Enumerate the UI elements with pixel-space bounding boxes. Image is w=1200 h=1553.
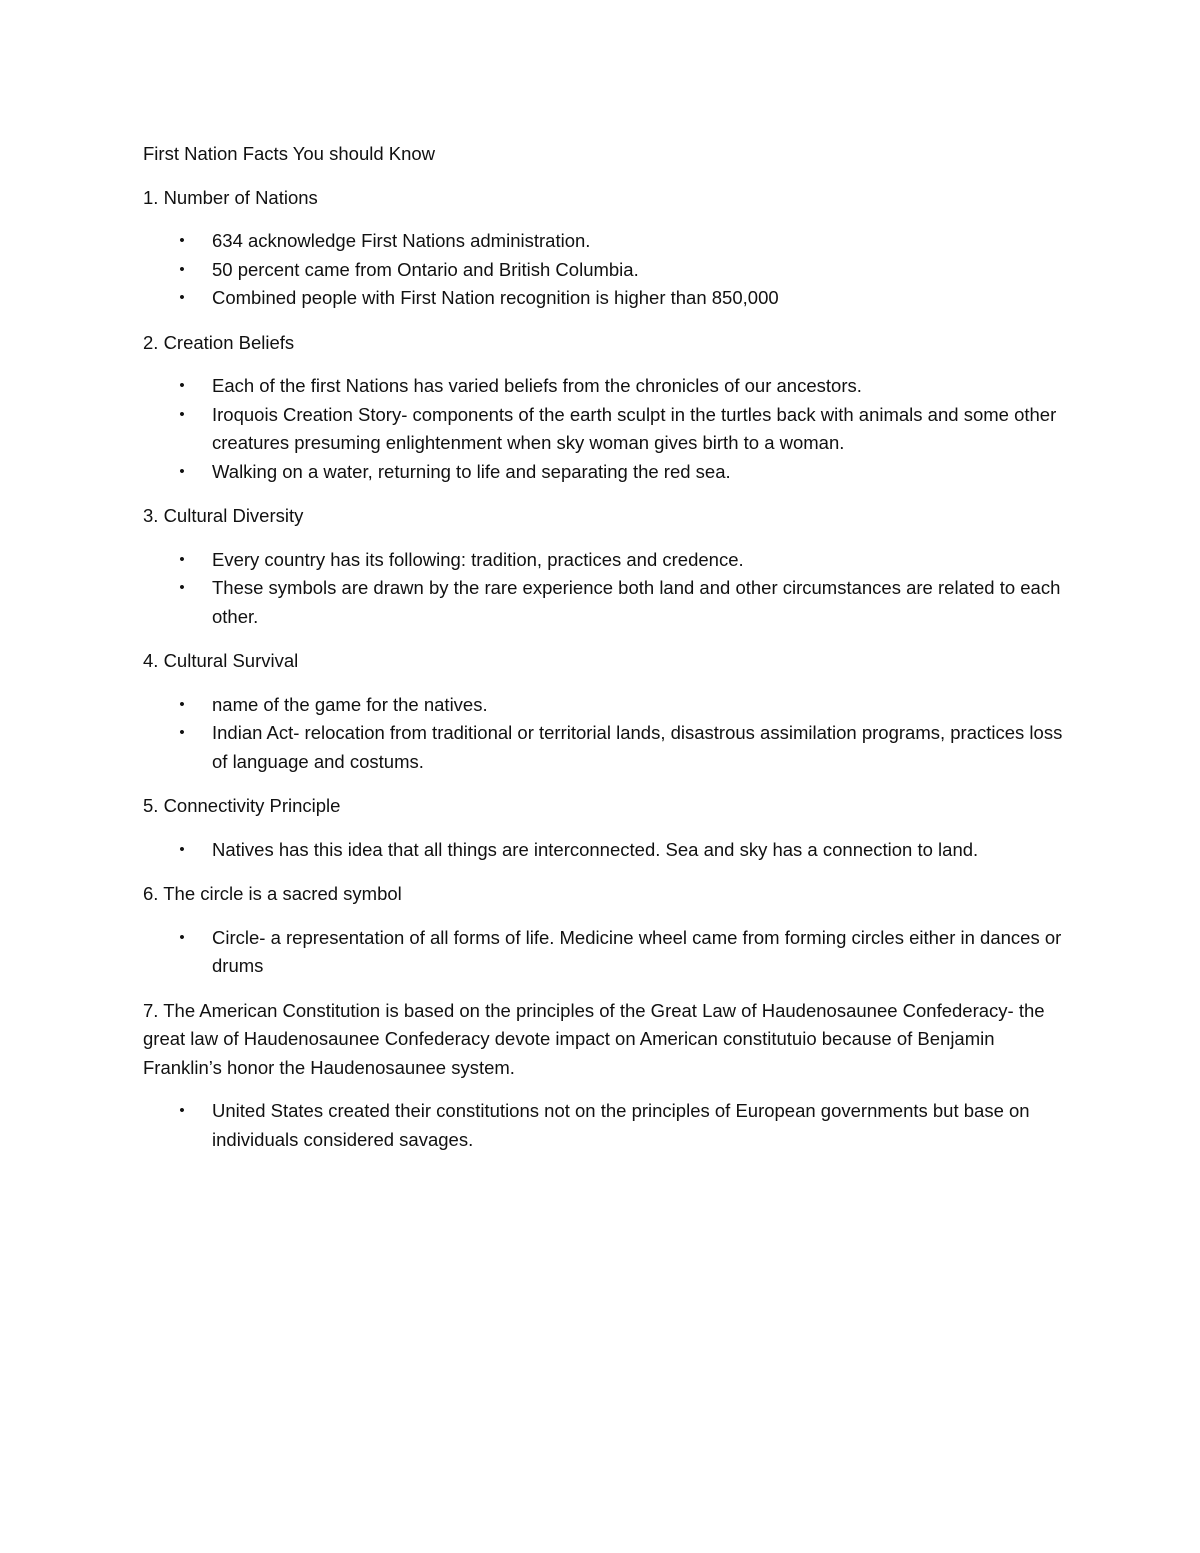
bullet-icon: • (179, 260, 185, 278)
list-item (143, 719, 1063, 776)
bullet-icon: • (179, 550, 185, 568)
list-item-text: Walking on a water, returning to life and separating the red sea. (212, 460, 731, 482)
bullet-icon: • (179, 462, 185, 480)
section-list-american-constitution (143, 1097, 1063, 1154)
list-item-text: Circle- a representation of all forms of life. Medicine wheel came from forming circles either in dances or drums (212, 926, 1062, 976)
list-item (143, 574, 1063, 631)
document-body (143, 140, 1063, 1170)
list-item-text: Each of the first Nations has varied beliefs from the chronicles of our ancestors. (212, 375, 862, 396)
list-item-text: Iroquois Creation Story- components of the earth sculpt in the turtles back with animals and some other creatures presuming enlightenment when sky woman gives birth to a woman. (212, 403, 1057, 453)
section-heading-connectivity-principle: 5. Connectivity Principle (143, 795, 341, 816)
section-heading-cultural-survival: 4. Cultural Survival (143, 650, 299, 671)
list-item-text: Combined people with First Nation recognition is higher than 850,000 (212, 287, 779, 308)
section-list-number-of-nations (143, 227, 1063, 313)
list-item (143, 1097, 1063, 1154)
section-list-connectivity-principle (143, 836, 1063, 865)
bullet-icon: • (179, 695, 185, 713)
section-list-creation-beliefs (143, 372, 1063, 486)
list-item (143, 401, 1063, 458)
list-item-text: 50 percent came from Ontario and British Columbia. (212, 258, 639, 280)
section-heading-cultural-diversity: 3. Cultural Diversity (143, 505, 304, 526)
list-item (143, 924, 1063, 981)
section-list-sacred-circle (143, 924, 1063, 981)
bullet-icon: • (179, 377, 185, 394)
list-item-text: 634 acknowledge First Nations administration. (212, 230, 591, 251)
bullet-icon: • (179, 724, 185, 741)
list-item-text: Indian Act- relocation from traditional or territorial lands, disastrous assimilation programs, practices loss of language and costums. (212, 722, 1063, 772)
bullet-icon: • (179, 1102, 185, 1119)
bullet-icon: • (179, 840, 185, 858)
section-list-cultural-survival (143, 691, 1063, 777)
section-heading-number-of-nations: 1. Number of Nations (143, 186, 318, 208)
list-item-text: These symbols are drawn by the rare experience both land and other circumstances are related to each other. (212, 577, 1061, 627)
list-item (143, 256, 1063, 285)
bullet-icon: • (179, 928, 185, 946)
list-item-text: Every country has its following: tradition, practices and credence. (212, 548, 744, 570)
document-title: First Nation Facts You should Know (143, 143, 436, 164)
bullet-icon: • (179, 289, 185, 306)
section-heading-sacred-circle: 6. The circle is a sacred symbol (143, 883, 402, 904)
list-item (143, 546, 1063, 575)
list-item-text: name of the game for the natives. (212, 693, 488, 715)
bullet-icon: • (179, 405, 185, 423)
list-item (143, 458, 1063, 487)
section-heading-creation-beliefs: 2. Creation Beliefs (143, 331, 295, 353)
bullet-icon: • (179, 579, 185, 596)
list-item-text: United States created their constitutions not on the principles of European governments but base on individuals considered savages. (212, 1100, 1030, 1150)
list-item-text: Natives has this idea that all things are interconnected. Sea and sky has a connection to land. (212, 838, 979, 860)
list-item (143, 691, 1063, 720)
list-item (143, 227, 1063, 256)
list-item (143, 372, 1063, 401)
section-list-cultural-diversity (143, 546, 1063, 632)
section-heading-american-constitution: 7. The American Constitution is based on the principles of the Great Law of Haudenosaunee Confederacy- the great law of Haudenosaunee Confederacy devote impact on American constitutuio because of Benjamin Franklin’s honor the Haudenosaunee system. (143, 999, 1045, 1078)
bullet-icon: • (179, 232, 185, 249)
list-item (143, 836, 1063, 865)
list-item (143, 284, 1063, 313)
